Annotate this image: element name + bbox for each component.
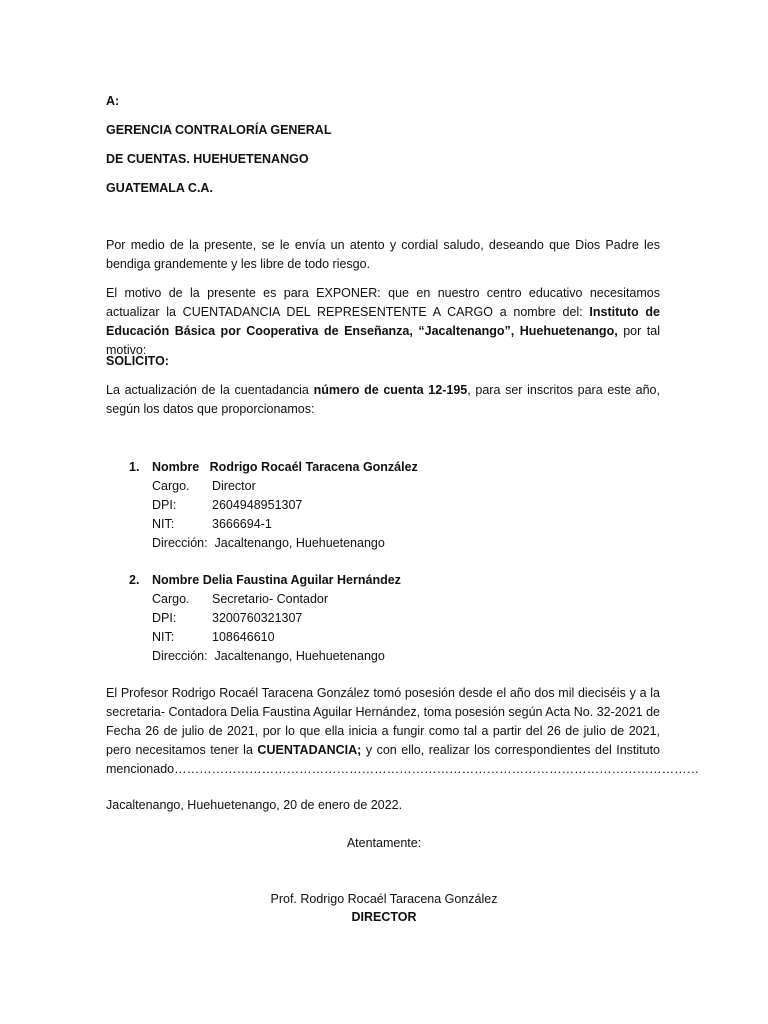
name-label: Nombre xyxy=(152,573,200,587)
nit-label: NIT: xyxy=(152,517,175,531)
cargo-value: Secretario- Contador xyxy=(212,592,329,606)
name-label: Nombre xyxy=(152,460,200,474)
dpi-label: DPI: xyxy=(152,611,177,625)
cargo-label: Cargo. xyxy=(152,479,190,493)
person-name-line xyxy=(129,458,418,477)
nit-value: 108646610 xyxy=(212,630,275,644)
person-name-line xyxy=(129,571,401,590)
addressee-label: A: xyxy=(106,94,120,108)
person-name: Delia Faustina Aguilar Hernández xyxy=(202,573,401,587)
request-end: , para ser inscritos para este año, según los datos que proporcionamos: xyxy=(106,383,660,416)
motive-end: por tal motivo: xyxy=(106,324,660,357)
closing-end: y con ello, realizar los correspondientes del Instituto mencionado……………………………………………………………………………………………………………… xyxy=(106,743,700,776)
cargo-row xyxy=(152,477,256,496)
list-number: 1. xyxy=(129,460,140,474)
signer-title: DIRECTOR xyxy=(351,910,417,924)
direccion-row xyxy=(152,647,385,666)
dpi-value: 2604948951307 xyxy=(212,498,303,512)
place-date: Jacaltenango, Huehuetenango, 20 de enero de 2022. xyxy=(106,798,403,812)
person-name: Rodrigo Rocaél Taracena González xyxy=(209,460,418,474)
dpi-row xyxy=(152,496,302,515)
nit-row xyxy=(152,628,275,647)
cargo-row xyxy=(152,590,328,609)
direccion-label: Dirección: xyxy=(152,649,208,663)
closing-text: El Profesor Rodrigo Rocaél Taracena González tomó posesión desde el año dos mil dieciséis y a la secretaria- Contadora Delia Faustina Aguilar Hernández, toma posesión según Acta No. 32-2021 de Fecha 26 de julio de 2021, por lo que ella inicia a fungir como tal a partir del 26 de julio de 2021, pero necesitamos tener la xyxy=(106,686,660,757)
addressee-line-3: GUATEMALA C.A. xyxy=(106,181,213,195)
account-number: número de cuenta 12-195 xyxy=(313,383,468,397)
nit-row xyxy=(152,515,272,534)
direccion-row xyxy=(152,534,385,553)
addressee-line-2: DE CUENTAS. HUEHUETENANGO xyxy=(106,152,309,166)
institute-name: Instituto de Educación Básica por Cooperativa de Enseñanza, “Jacaltenango”, Huehuetenango, xyxy=(106,305,660,338)
cargo-value: Director xyxy=(212,479,256,493)
dpi-value: 3200760321307 xyxy=(212,611,303,625)
greeting-paragraph: Por medio de la presente, se le envía un atento y cordial saludo, deseando que Dios Padre les bendiga grandemente y les libre de todo riesgo. xyxy=(106,238,660,271)
addressee-line-1: GERENCIA CONTRALORÍA GENERAL xyxy=(106,123,332,137)
solicito-heading: SOLICITO: xyxy=(106,354,169,368)
direccion-value: Jacaltenango, Huehuetenango xyxy=(214,649,385,663)
signer-name: Prof. Rodrigo Rocaél Taracena González xyxy=(270,892,498,906)
motive-paragraph xyxy=(106,284,660,360)
dpi-row xyxy=(152,609,302,628)
cargo-label: Cargo. xyxy=(152,592,190,606)
dpi-label: DPI: xyxy=(152,498,177,512)
farewell: Atentamente: xyxy=(346,836,422,850)
direccion-label: Dirección: xyxy=(152,536,208,550)
motive-text: El motivo de la presente es para EXPONER: que en nuestro centro educativo necesitamos actualizar la CUENTADANCIA DEL REPRESENTENTE A CARGO a nombre del: xyxy=(106,286,660,319)
nit-label: NIT: xyxy=(152,630,175,644)
direccion-value: Jacaltenango, Huehuetenango xyxy=(214,536,385,550)
cuentadancia-emphasis: CUENTADANCIA; xyxy=(257,743,362,757)
request-paragraph xyxy=(106,381,660,419)
list-number: 2. xyxy=(129,573,140,587)
closing-paragraph xyxy=(106,684,700,779)
request-text: La actualización de la cuentadancia xyxy=(106,383,314,397)
nit-value: 3666694-1 xyxy=(212,517,272,531)
